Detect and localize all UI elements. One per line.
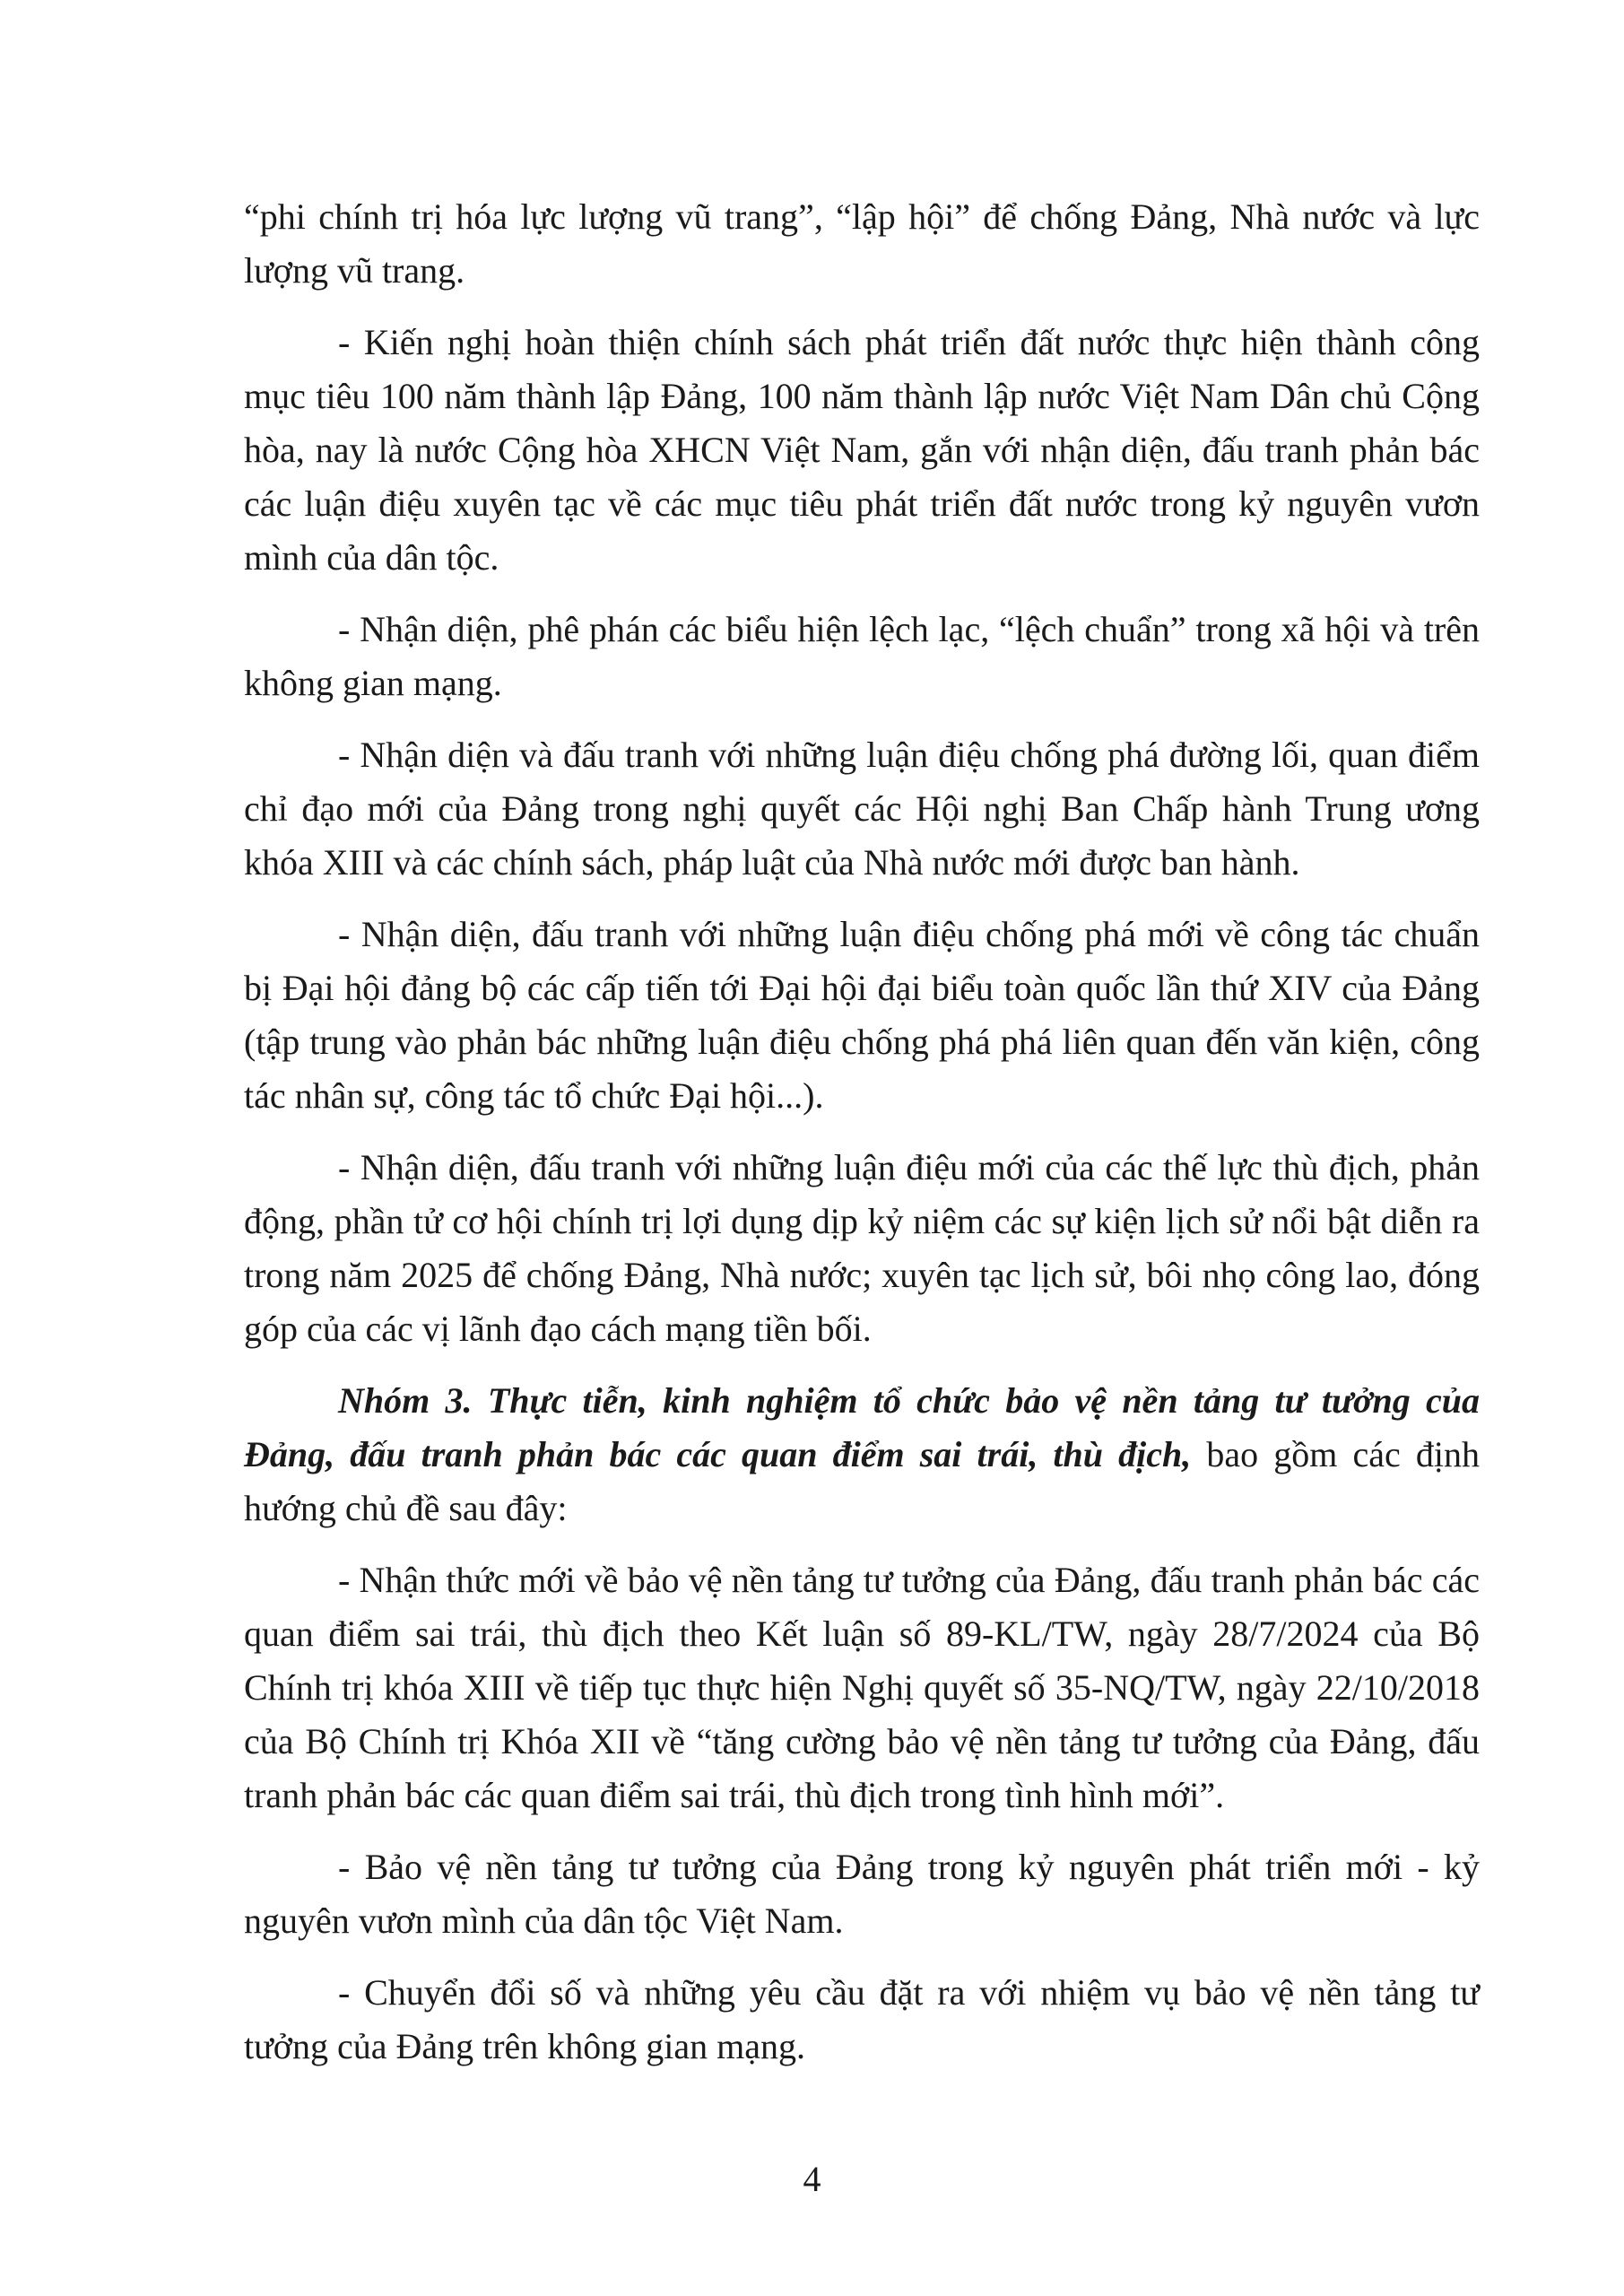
group-3-heading: [244, 1374, 1480, 1535]
paragraph-development-policy: - Kiến nghị hoàn thiện chính sách phát triển đất nước thực hiện thành công mục tiêu 100 năm thành lập Đảng, 100 năm thành lập nước Việt Nam Dân chủ Cộng hòa, nay là nước Cộng hòa XHCN Việt Nam, gắn với nhận diện, đấu tranh phản bác các luận điệu xuyên tạc về các mục tiêu phát triển đất nước trong kỷ nguyên vươn mình của dân tộc.: [244, 322, 1480, 578]
group-3-title: Nhóm 3. Thực tiễn, kinh nghiệm tổ chức bảo vệ nền tảng tư tưởng của Đảng, đấu tranh phản bác các quan điểm sai trái, thù địch,: [244, 1380, 1480, 1474]
paragraph-new-awareness: - Nhận thức mới về bảo vệ nền tảng tư tưởng của Đảng, đấu tranh phản bác các quan điểm sai trái, thù địch theo Kết luận số 89-KL/TW, ngày 28/7/2024 của Bộ Chính trị khóa XIII về tiếp tục thực hiện Nghị quyết số 35-NQ/TW, ngày 22/10/2018 của Bộ Chính trị Khóa XII về “tăng cường bảo vệ nền tảng tư tưởng của Đảng, đấu tranh phản bác các quan điểm sai trái, thù địch trong tình hình mới”.: [244, 1560, 1480, 1815]
paragraph-new-era: - Bảo vệ nền tảng tư tưởng của Đảng trong kỷ nguyên phát triển mới - kỷ nguyên vươn mình của dân tộc Việt Nam.: [244, 1847, 1480, 1941]
paragraph-deviant-expressions: - Nhận diện, phê phán các biểu hiện lệch lạc, “lệch chuẩn” trong xã hội và trên không gian mạng.: [244, 609, 1480, 703]
paragraph-historical-events: - Nhận diện, đấu tranh với những luận điệu mới của các thế lực thù địch, phản động, phần tử cơ hội chính trị lợi dụng dịp kỷ niệm các sự kiện lịch sử nổi bật diễn ra trong năm 2025 để chống Đảng, Nhà nước; xuyên tạc lịch sử, bôi nhọ công lao, đóng góp của các vị lãnh đạo cách mạng tiền bối.: [244, 1147, 1480, 1349]
paragraph-congress-preparation: - Nhận diện, đấu tranh với những luận điệu chống phá mới về công tác chuẩn bị Đại hội đảng bộ các cấp tiến tới Đại hội đại biểu toàn quốc lần thứ XIV của Đảng (tập trung vào phản bác những luận điệu chống phá phá liên quan đến văn kiện, công tác nhân sự, công tác tổ chức Đại hội...).: [244, 914, 1480, 1116]
paragraph-party-guidelines: - Nhận diện và đấu tranh với những luận điệu chống phá đường lối, quan điểm chỉ đạo mới của Đảng trong nghị quyết các Hội nghị Ban Chấp hành Trung ương khóa XIII và các chính sách, pháp luật của Nhà nước mới được ban hành.: [244, 735, 1480, 883]
paragraph-digital-transformation: - Chuyển đổi số và những yêu cầu đặt ra với nhiệm vụ bảo vệ nền tảng tư tưởng của Đảng trên không gian mạng.: [244, 1972, 1480, 2066]
document-body: [244, 190, 1480, 2092]
paragraph-continuation: “phi chính trị hóa lực lượng vũ trang”, “lập hội” để chống Đảng, Nhà nước và lực lượng vũ trang.: [244, 196, 1480, 291]
page-number: 4: [803, 2159, 821, 2199]
group-3-intro: bao gồm các định hướng chủ đề sau đây:: [244, 1434, 1480, 1528]
